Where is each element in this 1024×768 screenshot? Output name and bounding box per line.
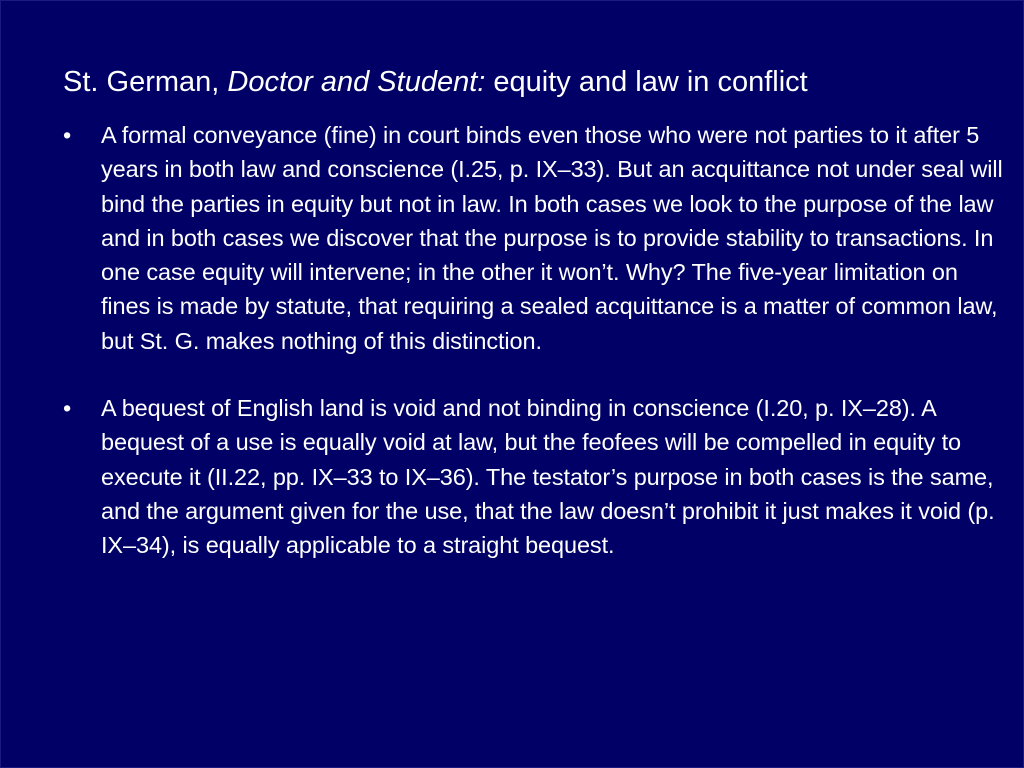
bullet-item <box>63 118 1013 358</box>
title-prefix: St. German, <box>63 66 228 98</box>
title-suffix: equity and law in conflict <box>485 66 808 98</box>
bullet-item <box>63 391 1013 562</box>
title-italic-work: Doctor and Student: <box>227 66 486 98</box>
bullet-list <box>63 118 1013 563</box>
bullet-text: A formal conveyance (fine) in court binds even those who were not parties to it after 5 years in both law and conscience (I.25, p. IX–33). But an acquittance not under seal will bind the parties in equity but not in law. In both cases we look to the purpose of the law and in both cases we discover that the purpose is to provide stability to transactions. In one case equity will intervene; in the other it won’t. Why? The five-year limitation on fines is made by statute, that requiring a sealed acquittance is a matter of common law, but St. G. makes nothing of this distinction. <box>101 122 1003 354</box>
slide-title <box>63 63 1003 101</box>
bullet-text: A bequest of English land is void and not binding in conscience (I.20, p. IX–28). A bequest of a use is equally void at law, but the feofees will be compelled in equity to execute it (II.22, pp. IX–33 to IX–36). The testator’s purpose in both cases is the same, and the argument given for the use, that the law doesn’t prohibit it just makes it void (p. IX–34), is equally applicable to a straight bequest. <box>101 395 995 559</box>
bullet-marker: • <box>63 395 72 422</box>
bullet-marker: • <box>63 122 72 148</box>
